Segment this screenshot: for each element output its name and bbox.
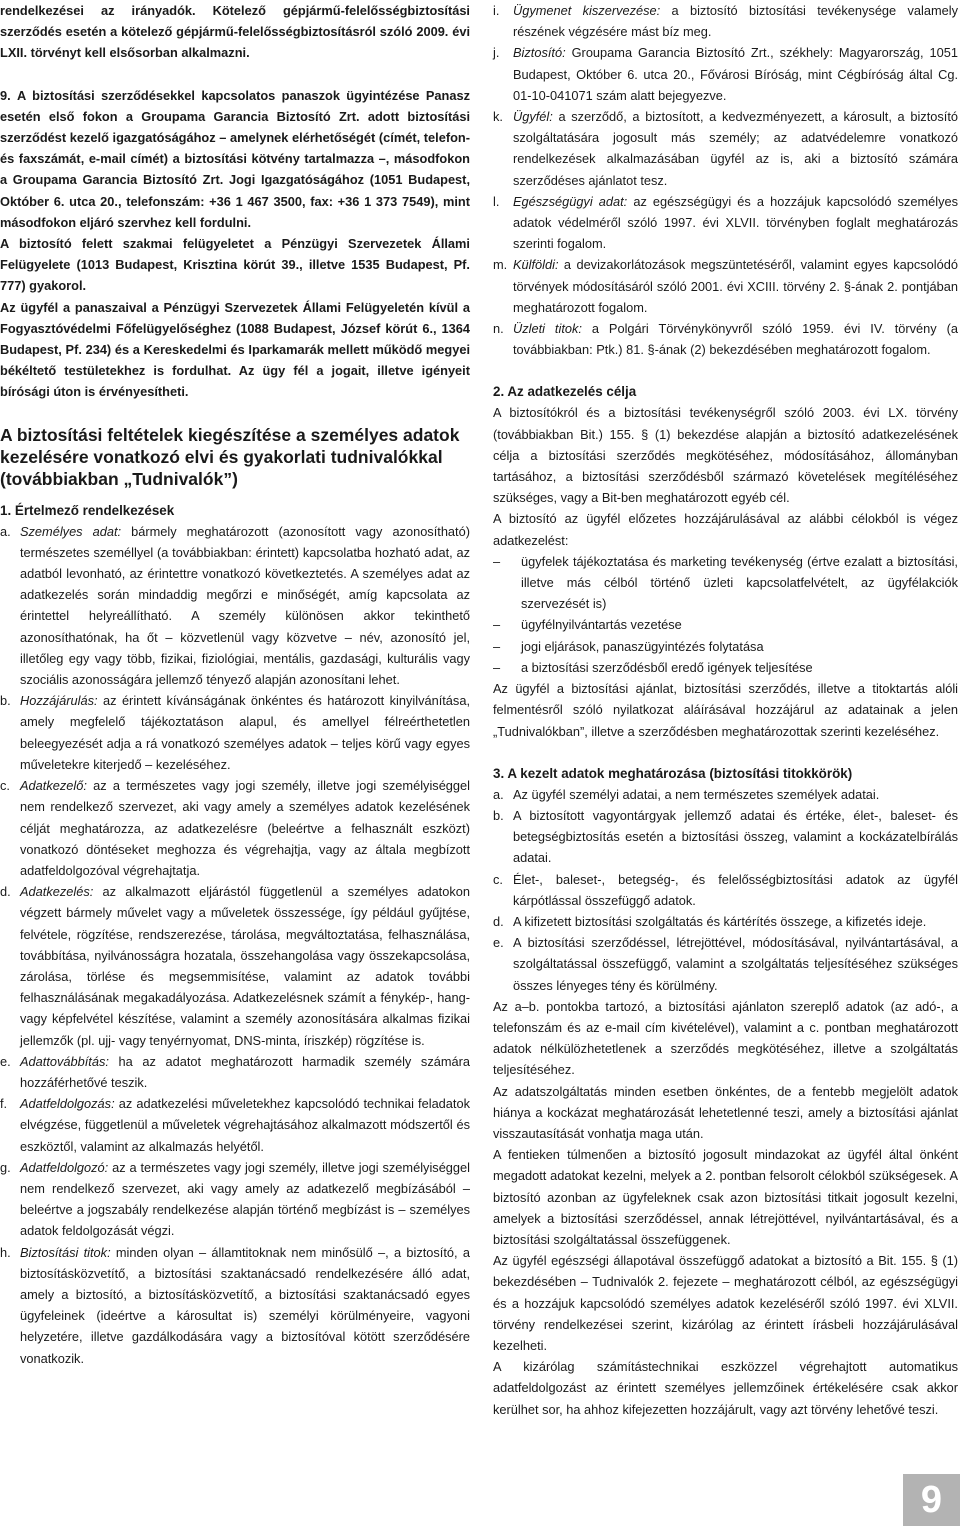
section-9-supervision: A biztosító felett szakmai felügyeletet a Pénzügyi Szervezetek Állami Felügyelete (1013 Budapest, Krisztina körút 39., illetve 1535 Budapest, Pf. 777) gyakorol. xyxy=(0,236,470,294)
item-text: A kifizetett biztosítási szolgáltatás és kártérítés összege, a kifizetés ideje. xyxy=(513,913,927,929)
data-paragraph-2: Az adatszolgáltatás minden esetben önkéntes, de a fentebb megjelölt adatok hiánya a kockázat meghatározását lehetetlenné teszi, amely a biztosítási ajánlat visszautasítását vonhatja maga után. xyxy=(493,1083,958,1141)
dash-bullet: – xyxy=(493,659,501,675)
item-text: bármely meghatározott (azonosított vagy azonosítható) természetes személlyel (a továbbiakban: érintett) kapcsolatba hozható adat, az adatból levonható, az érintettre vonatkozó következtetés. A személyes adat az adatkezelés során mindaddig megőrzi e minőségét, amíg kapcsolata az érintettel helyreállítható. A személy különösen akkor tekinthető azonosíthatónak, ha őt – közvetlenül vagy közvetve – név, azonosító jel, illetőleg egy vagy több, fizikai, fiziológiai, mentális, gazdasági, kulturális vagy szociális azonosságára jellemző tényező alapján azonosítani lehet. xyxy=(20,523,470,688)
definition-item xyxy=(0,1242,470,1369)
item-label: f. xyxy=(0,1096,8,1112)
item-body xyxy=(513,0,958,42)
item-label: a. xyxy=(493,786,504,802)
item-body xyxy=(513,42,958,106)
item-text: a biztosító biztosítási tevékenysége valamely részének végzésére mást bíz meg. xyxy=(513,3,958,40)
item-text: Groupama Garancia Biztosító Zrt., székhely: Magyarország, 1051 Budapest, Október 6. utca 20., Fővárosi Bíróság, mint Cégbíróság által Cg. 01-10-041071 szám alatt bejegyezve. xyxy=(513,45,958,103)
item-body xyxy=(20,881,470,1051)
definition-item xyxy=(493,784,958,805)
item-text: a devizakorlátozások megszüntetéséről, valamint egyes kapcsolódó törvények módosításáról szóló 2001. évi XCIII. törvény 2. §-ának 2. pontjában meghatározott fogalom. xyxy=(513,257,958,315)
definitions-list xyxy=(0,521,470,1369)
data-paragraph-1: Az a–b. pontokba tartozó, a biztosítási ajánlaton szereplő adatok (az adó-, a telefonszám és az e-mail cím kivételével), valamint a c. pontban meghatározott adatok nélkülözhetetlenek a szerződés megkötéséhez, illetve a szolgáltatás teljesítéséhez. xyxy=(493,998,958,1078)
item-text: Élet-, baleset-, betegség-, és felelősségbiztosítási adatok az ügyfél kárpótlással összefüggő adatok. xyxy=(513,871,958,908)
definitions-list-continued xyxy=(493,0,958,360)
purpose-list-item xyxy=(493,614,958,635)
item-label: b. xyxy=(493,807,504,823)
item-text: A biztosítási szerződéssel, létrejöttével, módosításával, nyilvántartásával, a szolgáltatással összefüggő, valamint a szolgáltatás teljesítéséhez szükséges összes lényeges tény és körülmény. xyxy=(513,935,958,993)
definition-item xyxy=(493,911,958,932)
item-label: j. xyxy=(493,45,500,61)
item-body xyxy=(20,1051,470,1093)
continued-paragraph: rendelkezései az irányadók. Kötelező gépjármű-felelősségbiztosítási szerződés esetén a kötelező gépjármű-felelősségbiztosításról szóló 2009. évi LXII. törvényt kell elsősorban alkalmazni. xyxy=(0,3,470,61)
defined-term: Üzleti titok: xyxy=(513,321,582,337)
item-text: minden olyan – államtitoknak nem minősülő –, a biztosító, a biztosításközvetítő, a biztosítási szaktanácsadó rendelkezésére álló adat, amely a biztosító, a biztosításközvetítő, a biztosítási szaktanácsadó egyes ügyfeleinek (ideértve a károsultat is) személyi körülményeire, vagyoni helyzetére, illetve gazdálkodására vagy a biztosítóval kötött szerződésére vonatkozik. xyxy=(20,1244,470,1366)
page-number-badge: 9 xyxy=(903,1474,960,1526)
definition-item xyxy=(493,0,958,42)
item-text: az adatkezelési műveletekhez kapcsolódó technikai feladatok elvégzése, függetlenül a műveletek végrehajtásához alkalmazott módszertől és eszköztől, valamint az alkalmazás helyétől. xyxy=(20,1096,470,1154)
definition-item xyxy=(493,254,958,318)
item-body xyxy=(513,932,958,996)
definition-item xyxy=(493,869,958,911)
item-body xyxy=(20,1157,470,1242)
item-text: a Polgári Törvénykönyvről szóló 1959. évi IV. törvény (a továbbiakban: Ptk.) 81. §-ának (2) bekezdésében meghatározott fogalom. xyxy=(513,321,958,358)
definition-item xyxy=(0,1157,470,1242)
purpose-paragraph-3: Az ügyfél a biztosítási ajánlat, biztosítási szerződés, illetve a titoktartás alóli felmentésről szóló nyilatkozat aláírásával hozzájárul az adatainak a jelen „Tudnivalókban”, illetve a szerződésben meghatározottak szerinti kezeléséhez. xyxy=(493,681,958,739)
definition-item xyxy=(0,1093,470,1157)
purpose-paragraph-2: A biztosító az ügyfél előzetes hozzájárulásával az alábbi célokból is végez adatkezelést: xyxy=(493,511,958,548)
purpose-list-item xyxy=(493,551,958,615)
item-label: c. xyxy=(0,778,10,794)
data-paragraph-3: A fentieken túlmenően a biztosító jogosult mindazokat az ügyfél által önként megadott adatokat kezelni, melyek a 2. pontban felsorolt célokból szükségesek. A biztosító azonban az ügyfeleknek csak azon biztosítási titkait jogosult kezelni, amelyek a biztosítási szerződéssel, annak létrejöttével, nyilvántartásával, és a biztosítási szolgáltatással összefüggenek. xyxy=(493,1147,958,1247)
purpose-list xyxy=(493,551,958,678)
data-paragraph-4: Az ügyfél egészségi állapotával összefüggő adatokat a biztosító a Bit. 155. § (1) bekezdésében – Tudnivalók 2. fejezete – meghatározott célból, az egészségügyi és a hozzájuk kapcsolódó személyes adatok kezeléséről szóló 1997. évi XLVII. törvény rendelkezései szerint, kizárólag az érintett írásbeli hozzájárulásával kezelheti. xyxy=(493,1253,958,1353)
defined-term: Hozzájárulás: xyxy=(20,693,98,709)
item-label: n. xyxy=(493,321,504,337)
definition-item xyxy=(493,106,958,191)
item-label: e. xyxy=(0,1053,11,1069)
subsection-1-title: 1. Értelmező rendelkezések xyxy=(0,502,175,518)
item-label: e. xyxy=(493,935,504,951)
item-body xyxy=(513,318,958,360)
left-column xyxy=(0,0,470,1369)
defined-term: Adatkezelés: xyxy=(20,884,94,900)
definition-item xyxy=(493,42,958,106)
item-label: a. xyxy=(0,523,11,539)
item-text: az érintett kívánságának önkéntes és határozott kinyilvánítása, amely megfelelő tájékoztatáson alapul, és amellyel félreérthetetlen beleegyezését adja a rá vonatkozó személyes adatok – teljes körű vagy egyes műveletekre kiterjedő – kezeléséhez. xyxy=(20,693,470,772)
item-body xyxy=(513,784,958,805)
defined-term: Ügyfél: xyxy=(513,109,553,125)
definition-item xyxy=(493,191,958,255)
purpose-list-item xyxy=(493,657,958,678)
definition-item xyxy=(0,690,470,775)
item-body xyxy=(20,1242,470,1369)
item-text: az a természetes vagy jogi személy, illetve jogi személyiséggel nem rendelkező szervezet, aki vagy amely az adatkezelő megbízásából – beleértve a jogszabály rendelkezése alapján történő megbízást is – személyes adatok feldolgozását végzi. xyxy=(20,1159,470,1239)
defined-term: Külföldi: xyxy=(513,257,559,273)
section-9-complaints: Az ügyfél a panaszaival a Pénzügyi Szervezetek Állami Felügyeletén kívül a Fogyasztóvédelmi Főfelügyelőséghez (1088 Budapest, József körút 6., 1364 Budapest, Pf. 234) és a Kereskedelmi és Iparkamarák mellett működő megyei békéltető testületekhez is fordulhat. Az ügy fél a jogait, illetve igényeit bírósági úton is érvényesítheti. xyxy=(0,299,470,400)
item-body xyxy=(20,775,470,881)
purpose-list-item xyxy=(493,636,958,657)
item-label: h. xyxy=(0,1244,11,1260)
defined-term: Adatfeldolgozó: xyxy=(20,1159,109,1175)
item-label: k. xyxy=(493,109,503,125)
item-label: b. xyxy=(0,693,11,709)
defined-term: Adatkezelő: xyxy=(20,778,87,794)
item-text: az alkalmazott eljárástól függetlenül a személyes adatokon végzett bármely művelet vagy a műveletek összessége, így például gyűjtése, felvétele, rögzítése, rendszerezése, tárolása, megváltoztatása, felhasználása, továbbítása, nyilvánosságra hozatala, összehangolása vagy összekapcsolása, zárolása, törlése és megsemmisítése, valamint az adatok további felhasználásának megakadályozása. Adatkezelésnek számít a fénykép-, hang- vagy képfelvétel készítése, valamint a személy azonosítására alkalmas fizikai jellemzők (pl. ujj- vagy tenyérnyomat, DNS-minta, íriszkép) rögzítése is. xyxy=(20,884,470,1048)
dash-bullet: – xyxy=(493,617,501,633)
defined-term: Biztosítási titok: xyxy=(20,1244,111,1260)
definition-item xyxy=(493,932,958,996)
item-label: m. xyxy=(493,257,508,273)
item-body xyxy=(513,191,958,255)
definition-item xyxy=(493,805,958,869)
section-9-text: A biztosítási szerződésekkel kapcsolatos panaszok ügyintézése Panasz esetén első fokon a Groupama Garancia Biztosító Zrt. adott biztosítási szerződést kezelő igazgatóságához – amelynek elérhetőségét (címét, telefon- és faxszámát, e-mail címét) a biztosítási kötvény tartalmazza –, másodfokon a Groupama Garancia Biztosító Zrt. Jogi Igazgatóságához (1051 Budapest, Október 6. utca 20., telefonszám: +36 1 467 3500, fax: +36 1 373 7549), mint másodfokon eljáró szervhez kell fordulni. xyxy=(0,87,471,230)
item-body xyxy=(20,1093,470,1157)
defined-term: Adatfeldolgozás: xyxy=(20,1096,115,1112)
item-text: az a természetes vagy jogi személy, illetve jogi személyiséggel nem rendelkező szervezet, aki vagy amely a személyes adatok kezelésének célját meghatározza, az adatkezelésre (beleértve a felhasznált eszközt) vonatkozó döntéseket meghozza és végrehajtja, vagy az általa megbízott adatfeldolgozóval végrehajtatja. xyxy=(20,778,470,878)
defined-term: Személyes adat: xyxy=(20,523,122,539)
purpose-list-text: jogi eljárások, panaszügyintézés folytatása xyxy=(521,638,764,654)
dash-bullet: – xyxy=(493,638,501,654)
section-heading: A biztosítási feltételek kiegészítése a személyes adatok kezelésére vonatkozó elvi és gyakorlati tudnivalókkal (továbbiakban „Tudnivalók”) xyxy=(0,424,460,489)
item-text: az egészségügyi és a hozzájuk kapcsolódó személyes adatok védelméről szóló 1997. évi XLVII. törvényben foglalt meghatározás szerinti fogalom. xyxy=(513,193,958,252)
item-body xyxy=(20,521,470,691)
dash-bullet: – xyxy=(493,553,501,569)
definition-item xyxy=(0,881,470,1051)
defined-term: Adattovábbítás: xyxy=(20,1053,109,1069)
item-body xyxy=(513,869,958,911)
definition-item xyxy=(0,521,470,691)
subsection-3-title: 3. A kezelt adatok meghatározása (biztosítási titokkörök) xyxy=(493,765,853,781)
subsection-2-title: 2. Az adatkezelés célja xyxy=(493,384,637,400)
item-label: d. xyxy=(493,913,504,929)
data-categories-list xyxy=(493,784,958,996)
item-label: l. xyxy=(493,193,500,209)
defined-term: Egészségügyi adat: xyxy=(513,193,628,209)
item-label: c. xyxy=(493,871,503,887)
item-text: Az ügyfél személyi adatai, a nem természetes személyek adatai. xyxy=(513,786,880,802)
purpose-list-text: a biztosítási szerződésből eredő igények teljesítése xyxy=(521,659,813,675)
item-text: A biztosított vagyontárgyak jellemző adatai és értéke, élet-, baleset- és betegségbiztosítás esetén a biztosítási összeg, valamint a kockázatelbírálás adatai. xyxy=(513,807,958,866)
purpose-paragraph-1: A biztosítókról és a biztosítási tevékenységről szóló 2003. évi LX. törvény (továbbiakban Bit.) 155. § (1) bekezdése alapján a biztosító adatkezelésének célja a biztosítási szerződés megkötéséhez, módosításához, állományban tartásához, a biztosítási szerződésből származó követelések megítéléséhez szükséges, vagy a Bit-ben meghatározott egyéb cél. xyxy=(493,405,958,506)
item-text: ha az adatot meghatározott harmadik személy számára hozzáférhetővé teszik. xyxy=(20,1053,470,1090)
defined-term: Biztosító: xyxy=(513,45,566,61)
item-body xyxy=(513,805,958,869)
item-body xyxy=(513,254,958,318)
right-column xyxy=(493,0,958,1420)
item-body xyxy=(513,911,958,932)
item-label: i. xyxy=(493,3,500,18)
definition-item xyxy=(0,1051,470,1093)
purpose-list-text: ügyfélnyilvántartás vezetése xyxy=(521,617,682,633)
defined-term: Ügymenet kiszervezése: xyxy=(513,3,661,18)
definition-item xyxy=(0,775,470,881)
purpose-list-text: ügyfelek tájékoztatása és marketing tevékenység (értve ezalatt a biztosítási, illetve más célból történő üzleti kapcsolatfelvételt, az ügyfélakciók szervezését is) xyxy=(521,553,958,612)
data-paragraph-5: A kizárólag számítástechnikai eszközzel végrehajtott automatikus adatfeldolgozást az érintett személyes jellemzőinek értékelésére csak akkor kerülhet sor, ha ahhoz kifejezetten hozzájárult, vagy azt törvény lehetővé teszi. xyxy=(493,1359,958,1417)
item-text: a szerződő, a biztosított, a kedvezményezett, a károsult, a biztosító szolgáltatására jogosult más személy; az adatvédelemre vonatkozó rendelkezések alkalmazásában ügyfél az is, aki a biztosító számára szerződéses ajánlatot tesz. xyxy=(513,109,958,188)
section-9-number: 9. xyxy=(0,87,11,103)
item-label: g. xyxy=(0,1159,11,1175)
item-body xyxy=(20,690,470,775)
section-9-intro xyxy=(0,85,470,233)
item-body xyxy=(513,106,958,191)
item-label: d. xyxy=(0,884,11,900)
definition-item xyxy=(493,318,958,360)
